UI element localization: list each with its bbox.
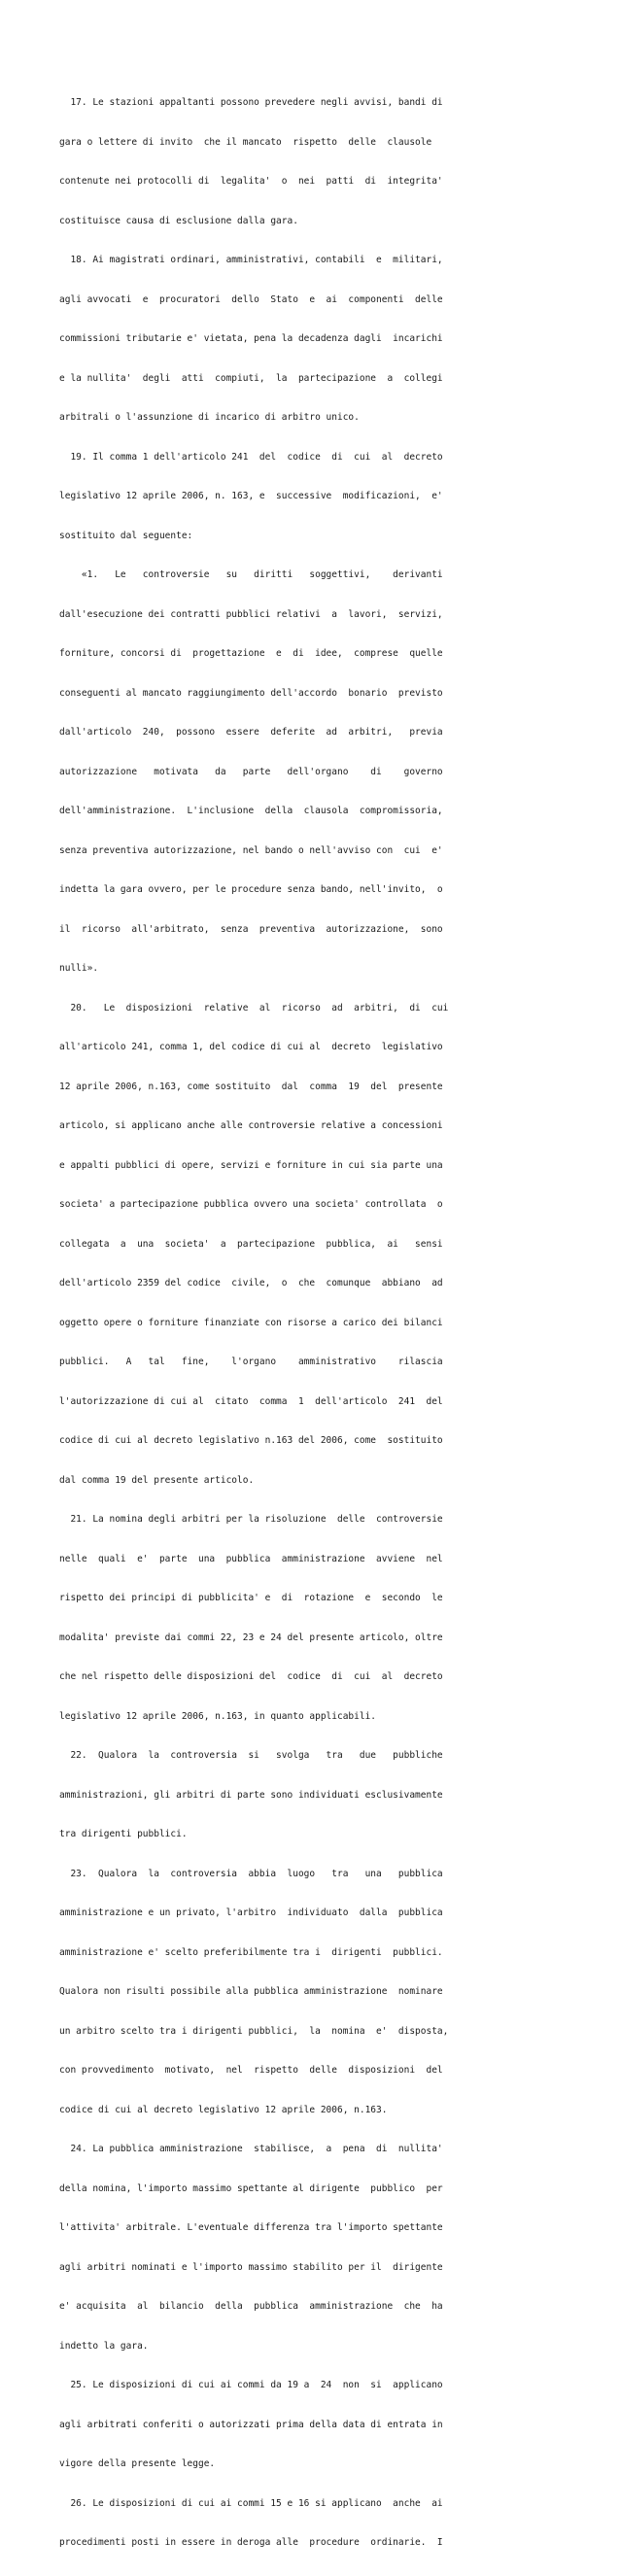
text-line: amministrazione e' scelto preferibilmente tra i dirigenti pubblici.	[59, 1946, 443, 1958]
text-line: 23. Qualora la controversia abbia luogo tra una pubblica	[59, 1868, 443, 1879]
text-line: e la nullita' degli atti compiuti, la partecipazione a collegi	[59, 372, 443, 384]
text-line: con provvedimento motivato, nel rispetto delle disposizioni del	[59, 2065, 443, 2076]
text-line: «1. Le controversie su diritti soggettivi, derivanti	[59, 569, 443, 580]
text-line: 12 aprile 2006, n.163, come sostituito dal comma 19 del presente	[59, 1081, 443, 1092]
text-line: costituisce causa di esclusione dalla gara.	[59, 215, 298, 226]
text-line: agli avvocati e procuratori dello Stato e ai componenti delle	[59, 293, 443, 305]
text-line: e appalti pubblici di opere, servizi e forniture in cui sia parte una	[59, 1159, 443, 1171]
text-line: societa' a partecipazione pubblica ovvero una societa' controllata o	[59, 1199, 443, 1210]
text-line: pubblici. A tal fine, l'organo amministrativo rilascia	[59, 1357, 443, 1367]
text-line: modalita' previste dai commi 22, 23 e 24 del presente articolo, oltre	[59, 1631, 443, 1643]
text-line: 26. Le disposizioni di cui ai commi 15 e 16 si applicano anche ai	[59, 2497, 443, 2509]
text-line: conseguenti al mancato raggiungimento dell'accordo bonario previsto	[59, 687, 443, 699]
text-line: indetto la gara.	[59, 2340, 149, 2352]
text-line: articolo, si applicano anche alle controversie relative a concessioni	[59, 1120, 443, 1131]
text-line: procedimenti posti in essere in deroga alle procedure ordinarie. I	[59, 2537, 443, 2548]
text-line: 20. Le disposizioni relative al ricorso ad arbitri, di cui	[59, 1002, 449, 1013]
text-line: della nomina, l'importo massimo spettante al dirigente pubblico per	[59, 2182, 443, 2194]
text-line: dal comma 19 del presente articolo.	[59, 1474, 255, 1486]
text-line: dell'amministrazione. L'inclusione della clausola compromissoria,	[59, 806, 443, 816]
text-line: un arbitro scelto tra i dirigenti pubblici, la nomina e' disposta,	[59, 2025, 449, 2037]
text-line: il ricorso all'arbitrato, senza preventiva autorizzazione, sono	[59, 923, 443, 935]
text-line: commissioni tributarie e' vietata, pena la decadenza dagli incarichi	[59, 333, 443, 344]
text-line: rispetto dei principi di pubblicita' e di rotazione e secondo le	[59, 1593, 443, 1603]
text-line: oggetto opere o forniture finanziate con risorse a carico dei bilanci	[59, 1317, 443, 1328]
text-line: tra dirigenti pubblici.	[59, 1829, 188, 1839]
text-line: vigore della presente legge.	[59, 2458, 216, 2469]
text-line: amministrazioni, gli arbitri di parte sono individuati esclusivamente	[59, 1789, 443, 1801]
text-line: dell'articolo 2359 del codice civile, o che comunque abbiano ad	[59, 1278, 443, 1288]
text-line: senza preventiva autorizzazione, nel bando o nell'avviso con cui e'	[59, 844, 443, 856]
text-line: e' acquisita al bilancio della pubblica amministrazione che ha	[59, 2301, 443, 2312]
text-line: agli arbitrati conferiti o autorizzati prima della data di entrata in	[59, 2419, 443, 2430]
text-line: che nel rispetto delle disposizioni del codice di cui al decreto	[59, 1671, 443, 1682]
text-line: contenute nei protocolli di legalita' o nei patti di integrita'	[59, 176, 443, 187]
text-line: all'articolo 241, comma 1, del codice di cui al decreto legislativo	[59, 1042, 443, 1052]
text-line: l'autorizzazione di cui al citato comma 1 dell'articolo 241 del	[59, 1395, 443, 1407]
text-line: 19. Il comma 1 dell'articolo 241 del codice di cui al decreto	[59, 451, 443, 463]
text-line: 24. La pubblica amministrazione stabilisce, a pena di nullita'	[59, 2144, 443, 2154]
text-line: 22. Qualora la controversia si svolga tra due pubbliche	[59, 1750, 443, 1761]
text-line: gara o lettere di invito che il mancato rispetto delle clausole	[59, 136, 432, 148]
text-line: codice di cui al decreto legislativo n.163 del 2006, come sostituito	[59, 1435, 443, 1446]
text-line: arbitrali o l'assunzione di incarico di arbitro unico.	[59, 412, 360, 423]
text-line: legislativo 12 aprile 2006, n. 163, e successive modificazioni, e'	[59, 491, 443, 501]
text-line: dall'articolo 240, possono essere deferite ad arbitri, previa	[59, 727, 443, 738]
text-line: 21. La nomina degli arbitri per la risoluzione delle controversie	[59, 1514, 443, 1525]
text-line: forniture, concorsi di progettazione e di idee, comprese quelle	[59, 648, 443, 659]
text-line: indetta la gara ovvero, per le procedure senza bando, nell'invito, o	[59, 884, 443, 895]
text-line: nulli».	[59, 963, 99, 974]
text-line: collegata a una societa' a partecipazione pubblica, ai sensi	[59, 1238, 443, 1250]
text-line: codice di cui al decreto legislativo 12 aprile 2006, n.163.	[59, 2104, 388, 2115]
text-line: 17. Le stazioni appaltanti possono prevedere negli avvisi, bandi di	[59, 97, 443, 108]
text-line: amministrazione e un privato, l'arbitro individuato dalla pubblica	[59, 1907, 443, 1918]
text-line: 25. Le disposizioni di cui ai commi da 19 a 24 non si applicano	[59, 2380, 443, 2390]
text-line: l'attivita' arbitrale. L'eventuale differenza tra l'importo spettante	[59, 2222, 443, 2233]
text-line: Qualora non risulti possibile alla pubblica amministrazione nominare	[59, 1986, 443, 1997]
document-body-text	[59, 70, 448, 2576]
text-line: nelle quali e' parte una pubblica amministrazione avviene nel	[59, 1553, 443, 1564]
text-line: autorizzazione motivata da parte dell'organo di governo	[59, 766, 443, 777]
text-line: 18. Ai magistrati ordinari, amministrativi, contabili e militari,	[59, 255, 443, 265]
text-line: sostituito dal seguente:	[59, 530, 193, 541]
text-line: legislativo 12 aprile 2006, n.163, in quanto applicabili.	[59, 1710, 377, 1722]
text-line: dall'esecuzione dei contratti pubblici relativi a lavori, servizi,	[59, 608, 443, 620]
text-line: agli arbitri nominati e l'importo massimo stabilito per il dirigente	[59, 2261, 443, 2273]
